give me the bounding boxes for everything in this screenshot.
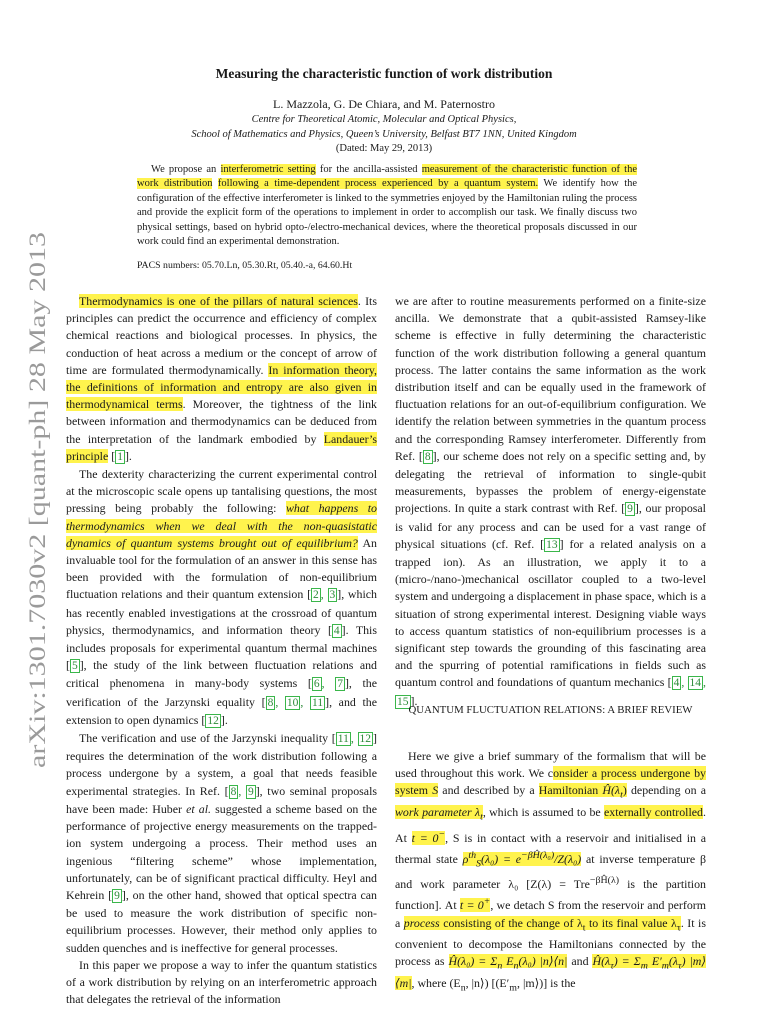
authors: L. Mazzola, G. De Chiara, and M. Paternostro bbox=[273, 97, 495, 111]
highlight: Thermodynamics is one of the pillars of natural sciences bbox=[79, 294, 358, 308]
section-paragraph: Here we give a brief summary of the formalism that will be used throughout this work. We consider a process undergone by system S and described by a Hamiltonian $Ĥ(\lambda_t)$ depending on a work parameter $\lambda_t$, which is assumed to be externally controlled. At t = 0−, S is in contact with a reservoir and initialised in a thermal state $\rho^{th}_S(\lambda_0) = e^{-\beta Ĥ(\lambda_0)}/Z(\lambda_0)$ at inverse temperature β and work parameter λ₀ [Z(λ) = Tre$^{-\beta Ĥ(\lambda)}$ is the partition function]. At t = 0+, we detach S from the reservoir and perform a process consisting of the change of $\lambda_t$ to its final value $\lambda_\tau$. It is convenient to decompose the Hamiltonians connected by the process as Ĥ(λ₀) = $\Sigma_n$ $E_n(\lambda_0)$ |n⟩⟨n| and $Ĥ(\lambda_\tau) = \Sigma_m$ $E'_m(\lambda_\tau)$ |m⟩⟨m|, where ($E_n$, |n⟩) [($E'_m$, |m⟩)] is the bbox=[395, 749, 706, 994]
highlight: following a time-dependent process experienced by a quantum system. bbox=[217, 178, 539, 190]
paragraph-continued: we are after to routine measurements performed on a finite-size ancilla. We demonstrate that a qubit-assisted Ramsey-like scheme is effective in fully determining the characteristic function of the work distribution following a general quantum process. The latter contains the same information as the work distribution itself and can be equally used in the framework of fluctuation relations for an out-of-equilibrium configuration. We identify the relation between symmetries in the quantum process and the corresponding Ramsey interferometer. Differently from Ref. [ 8 ], our scheme does not rely on a specific setting and, by delegating the retrieval of information to single-qubit measurements, bypasses the problem of energy-eigenstate projections. In quite a stark contrast with Ref. [ 9 ], our proposal is valid for any process and can be used for a vast range of physical situations (cf. Ref. [ 13 ] for a related analysis on a trapped ion). As an illustration, we apply it to a (micro-/nano-)mechanical oscillator coupled to a two-level system and undergoing a displacement in phase space, which is a situation of strong experimental interest. Designing viable ways to access quantum statistics of non-equilibrium processes is a significant step towards the grounding of this fascinating area and the spurring of potential ramifications in fields such as quantum control and foundations of quantum mechanics [ 4 , 14 , 15 ]. bbox=[395, 294, 706, 708]
date-line: (Dated: May 29, 2013) bbox=[335, 143, 433, 154]
right-column bbox=[395, 293, 706, 711]
citation-link[interactable]: 5 bbox=[71, 660, 78, 673]
highlight: onsider a process undergone by system S bbox=[395, 766, 706, 798]
paragraph-intro: Thermodynamics is one of the pillars of natural sciences. Its principles can predict the occurrence and efficiency of complex chemical reactions and biological processes. In physics, the conduction of heat across a medium or the concept of arrow of time are formulated thermodynamically. In information theory, the definitions of information and entropy are also given in thermodynamical terms. Moreover, the tightness of the link between information and thermodynamics can be deduced from the interpretation of the landmark embodied by Landauer’s principle [ 1 ]. bbox=[66, 294, 377, 463]
paper-title: Measuring the characteristic function of work distribution bbox=[215, 66, 553, 81]
citation-link[interactable]: 8 bbox=[267, 696, 274, 709]
highlight: what happens to thermodynamics when we deal with the non-quasistatic dynamics of quantum systems brought out of equilibrium? bbox=[66, 501, 378, 550]
citation-link[interactable]: 9 bbox=[114, 889, 120, 902]
citation-link[interactable]: 3 bbox=[329, 589, 336, 602]
arxiv-stamp bbox=[15, 230, 55, 770]
citation-link[interactable]: 15 bbox=[397, 695, 409, 708]
citation-link[interactable]: 1 bbox=[117, 450, 123, 463]
citation-link[interactable]: 8 bbox=[230, 785, 237, 798]
citation-link[interactable]: 7 bbox=[337, 678, 343, 691]
paragraph-proposal: In this paper we propose a way to infer the quantum statistics of a work distribution by relying on an interferometric approach that delegates the retrieval of the information bbox=[66, 957, 377, 1007]
citation-link[interactable]: 8 bbox=[424, 450, 431, 463]
abstract: We propose an interferometric setting for the ancilla-assisted measurement of the characteristic function of the work distribution following a time-dependent process experienced by a quantum system. We identify how the configuration of the effective interferometer is linked to the symmetries enjoyed by the Hamiltonian ruling the process and provide the explicit form of the operations to implement in order to accomplish our task. We finally discuss two physical settings, based on hybrid opto-/electro-mechanical devices, where the theoretical proposals discussed in our work could find an experimental demonstration. bbox=[137, 164, 638, 248]
citation-link[interactable]: 10 bbox=[286, 696, 299, 709]
affiliation-line-1: Centre for Theoretical Atomic, Molecular and Optical Physics, bbox=[251, 114, 517, 125]
highlight: interferometric setting bbox=[220, 164, 316, 175]
highlight: externally controlled bbox=[603, 804, 704, 819]
pacs-numbers: PACS numbers: 05.70.Ln, 05.30.Rt, 05.40.-a, 64.60.Ht bbox=[137, 260, 353, 271]
highlight: $\rho^{th}_S(\lambda_0) = e^{-\beta Ĥ(\lambda_0)}/Z(\lambda_0)$ bbox=[462, 849, 582, 870]
section-heading: QUANTUM FLUCTUATION RELATIONS: A BRIEF REVIEW bbox=[408, 704, 693, 716]
left-column bbox=[66, 293, 377, 1008]
citation-link[interactable]: 11 bbox=[312, 696, 324, 709]
paragraph-verification: The verification and use of the Jarzynski inequality [ 11 , 12 ] requires the determination of the work distribution following a process undergone by a system, a goal that needs feasible experimental strategies. In Ref. [ 8 , 9 ], two seminal proposals have been made: Huber et al. suggested a scheme based on the performance of projective energy measurements on the trapped-ion system undergoing a process. Their method uses an ingenious “filtering scheme” whose implementation, unfortunately, can be of significant practical difficulty. Heyl and Kehrein [ 9 ], on the other hand, showed that optical spectra can be used to measure the work distribution of specific non-equilibrium processes. However, their method only applies to sudden quenches and is ineffective for general processes. bbox=[66, 731, 378, 955]
citation-link[interactable]: 14 bbox=[689, 677, 702, 690]
highlight: t = 0− bbox=[411, 828, 446, 845]
highlight: measurement of the characteristic function of the work distribution bbox=[137, 164, 637, 190]
arxiv-stamp-text: arXiv:1301.7030v2 [quant-ph] 28 May 2013 bbox=[25, 357, 50, 768]
citation-link[interactable]: 13 bbox=[546, 538, 558, 551]
highlight: t = 0+ bbox=[459, 896, 491, 913]
citation-link[interactable]: 6 bbox=[313, 678, 320, 691]
citation-link[interactable]: 4 bbox=[673, 677, 680, 690]
highlight: Ĥ(λ₀) = $\Sigma_n$ $E_n(\lambda_0)$ |n⟩⟨n| bbox=[448, 954, 568, 972]
citation-link[interactable]: 11 bbox=[337, 733, 349, 746]
highlight: process consisting of the change of $\lambda_t$ to its final value $\lambda_\tau$ bbox=[403, 915, 681, 933]
citation-link[interactable]: 12 bbox=[359, 733, 372, 746]
citation-link[interactable]: 4 bbox=[333, 624, 340, 637]
affiliation-line-2: School of Mathematics and Physics, Queen’s University, Belfast BT7 1NN, United Kingdom bbox=[191, 129, 577, 140]
highlight: Landauer’s principle bbox=[66, 431, 377, 463]
citation-link[interactable]: 2 bbox=[313, 589, 319, 602]
highlight: work parameter $\lambda_t$ bbox=[395, 804, 483, 823]
citation-link[interactable]: 9 bbox=[247, 785, 254, 798]
paragraph-dexterity: The dexterity characterizing the current experimental control at the microscopic scale opens up tantalising questions, the most pressing being probably the following: what happens to thermodynamics when we deal with the non-quasistatic dynamics of quantum systems brought out of equilibrium? An invaluable tool for the formulation of an answer in this sense has been provided with the formulation of non-equilibrium fluctuation relations and their quantum extension [ 2 , 3 ], which has recently enabled investigations at the crossroad of quantum physics, thermodynamics, and information theory [ 4 ]. This includes proposals for experimental quantum thermal machines [ 5 ], the study of the link between fluctuation relations and critical phenomena in many-body systems [ 6 , 7 ], the verification of the Jarzynski equality [ 8 , 10 , 11 ], and the extension to open dynamics [ 12 ]. bbox=[66, 467, 378, 727]
highlight: In information theory, the definitions of information and entropy are also given in thermodynamical terms bbox=[66, 362, 377, 412]
citation-link[interactable]: 12 bbox=[207, 714, 219, 727]
citation-link[interactable]: 9 bbox=[627, 503, 633, 516]
highlight: Hamiltonian $Ĥ(\lambda_t)$ bbox=[538, 783, 627, 801]
highlight: $Ĥ(\lambda_\tau) = \Sigma_m$ $E'_m(\lambda_\tau)$ |m⟩⟨m| bbox=[395, 954, 706, 990]
